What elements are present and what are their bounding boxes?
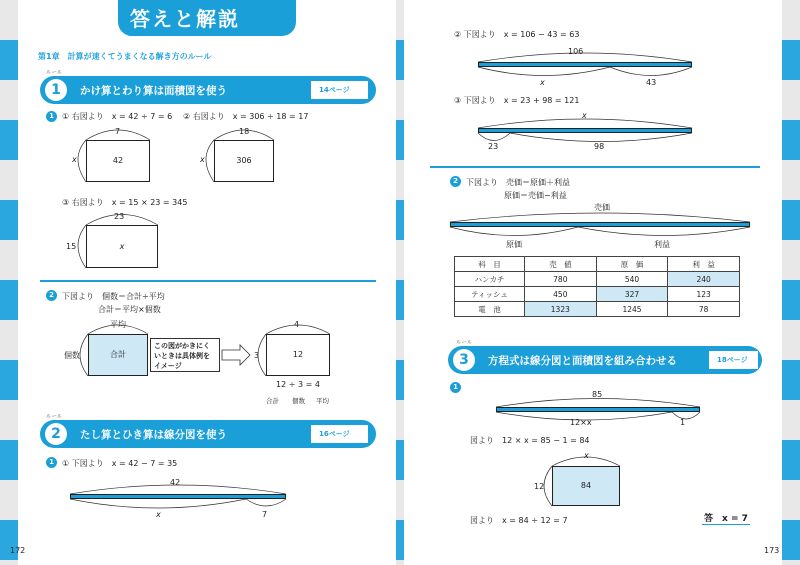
section-header-2 bbox=[40, 420, 376, 448]
page-title: 答えと解説 bbox=[130, 7, 240, 31]
table-cell: 1323 bbox=[525, 302, 597, 317]
dim-label: 43 bbox=[646, 78, 657, 87]
dim-label: 利益 bbox=[654, 240, 670, 249]
table-cell: 450 bbox=[525, 287, 597, 302]
section-number: 2 bbox=[45, 423, 67, 445]
divider bbox=[430, 166, 760, 168]
table-header-row bbox=[455, 257, 740, 272]
dim-label: 98 bbox=[594, 142, 605, 151]
left-page bbox=[10, 0, 396, 565]
answer-text: ② 下図より x = 106 − 43 = 63 bbox=[454, 30, 580, 39]
formula-line: 下図より 個数＝合計÷平均 bbox=[62, 292, 165, 301]
section-title: たし算とひき算は線分図を使う bbox=[80, 429, 227, 441]
formula-line: 原価＝売価−利益 bbox=[504, 191, 567, 200]
note-line: この図がかきにく bbox=[154, 342, 210, 350]
right-page bbox=[404, 0, 782, 565]
table-cell: 240 bbox=[668, 272, 740, 287]
table-cell: 1245 bbox=[596, 302, 668, 317]
area-value: 42 bbox=[112, 156, 124, 165]
table-cell: 電 池 bbox=[455, 302, 525, 317]
table-cell: 780 bbox=[525, 272, 597, 287]
answer-text: ① 右図より x = 42 ÷ 7 = 6 bbox=[62, 112, 173, 121]
dim-label: 12×x bbox=[570, 418, 592, 427]
dim-label: 85 bbox=[592, 390, 603, 399]
section-number: 1 bbox=[45, 79, 67, 101]
table-row bbox=[455, 272, 740, 287]
question-number: 2 bbox=[46, 290, 57, 301]
question-number: 1 bbox=[450, 382, 461, 393]
formula-label: 合計 bbox=[266, 397, 279, 405]
dim-label: x bbox=[156, 510, 161, 519]
table-cell: ハンカチ bbox=[455, 272, 525, 287]
rule-label: ルール bbox=[46, 70, 63, 76]
table-cell: ティッシュ bbox=[455, 287, 525, 302]
line-segment bbox=[496, 407, 700, 412]
area-value: 306 bbox=[236, 156, 252, 165]
formula-line: 下図より 売価＝原価＋利益 bbox=[466, 178, 570, 187]
formula-line: 図より 12 × x = 85 − 1 = 84 bbox=[470, 436, 590, 445]
table-row bbox=[455, 287, 740, 302]
chapter-heading: 第1章 計算が速くてうまくなる解き方のルール bbox=[38, 52, 212, 61]
formula-label: 平均 bbox=[316, 397, 329, 405]
table-cell: 78 bbox=[668, 302, 740, 317]
section-number: 3 bbox=[453, 349, 475, 371]
page-reference: 16ページ bbox=[308, 425, 368, 443]
page-number-left: 172 bbox=[10, 546, 26, 555]
final-answer: 答 x = 7 bbox=[704, 514, 748, 524]
rule-label: ルール bbox=[456, 340, 473, 346]
dim-label: 7 bbox=[262, 510, 268, 519]
area-value: 12 bbox=[292, 350, 304, 359]
formula-line: 図より x = 84 ÷ 12 = 7 bbox=[470, 516, 568, 525]
dim-label: 23 bbox=[114, 212, 125, 221]
question-number: 1 bbox=[46, 457, 57, 468]
line-segment bbox=[478, 128, 692, 133]
formula: 12 ÷ 3 = 4 bbox=[276, 380, 320, 389]
page-reference: 14ページ bbox=[308, 81, 368, 99]
page-number-right: 173 bbox=[764, 546, 780, 555]
line-segment bbox=[450, 222, 750, 227]
column-header: 売 値 bbox=[525, 257, 597, 272]
area-rect bbox=[86, 225, 158, 268]
dim-label: x bbox=[540, 78, 545, 87]
dim-label: x bbox=[200, 155, 205, 164]
area-rect bbox=[88, 334, 148, 376]
table-cell: 123 bbox=[668, 287, 740, 302]
dim-label: 個数 bbox=[64, 351, 80, 360]
dim-label: 18 bbox=[239, 127, 250, 136]
divider bbox=[40, 280, 376, 282]
dim-label: x bbox=[582, 111, 587, 120]
question-number: 1 bbox=[46, 111, 57, 122]
dim-label: 原価 bbox=[506, 240, 522, 249]
dim-label: 1 bbox=[680, 418, 686, 427]
section-header-1 bbox=[40, 76, 376, 104]
note-line: イメージ bbox=[154, 362, 182, 370]
dim-label: 3 bbox=[254, 351, 260, 360]
area-value: 合計 bbox=[110, 350, 126, 359]
table-cell: 327 bbox=[596, 287, 668, 302]
dim-label: 12 bbox=[534, 482, 545, 491]
column-header: 原 価 bbox=[596, 257, 668, 272]
note-box bbox=[150, 338, 220, 372]
area-rect bbox=[214, 140, 274, 182]
dim-label: 売価 bbox=[594, 203, 610, 212]
section-header-3 bbox=[448, 346, 762, 374]
dim-label: 106 bbox=[568, 47, 584, 56]
line-segment bbox=[478, 62, 692, 67]
area-value: 84 bbox=[580, 481, 592, 490]
dim-label: 7 bbox=[115, 127, 121, 136]
area-value: x bbox=[119, 242, 125, 251]
formula-label: 個数 bbox=[292, 397, 305, 405]
dim-label: x bbox=[584, 451, 589, 460]
answer-text: ② 右図より x = 306 ÷ 18 = 17 bbox=[183, 112, 309, 121]
area-rect bbox=[266, 334, 330, 376]
question-number: 2 bbox=[450, 176, 461, 187]
answer-text: ③ 下図より x = 23 + 98 = 121 bbox=[454, 96, 580, 105]
answer-text: ① 下図より x = 42 − 7 = 35 bbox=[62, 459, 178, 468]
section-title: 方程式は線分図と面積図を組み合わせる bbox=[488, 355, 677, 367]
dim-label: 平均 bbox=[110, 320, 126, 329]
area-rect bbox=[86, 140, 150, 182]
answer-text: ③ 右図より x = 15 × 23 = 345 bbox=[62, 198, 188, 207]
table-cell: 540 bbox=[596, 272, 668, 287]
formula-line: 合計＝平均×個数 bbox=[98, 305, 161, 314]
note-line: いときは具体例を bbox=[154, 352, 210, 360]
dim-label: x bbox=[72, 155, 77, 164]
price-table bbox=[454, 256, 740, 317]
section-title: かけ算とわり算は面積図を使う bbox=[80, 85, 227, 97]
dim-label: 15 bbox=[66, 242, 77, 251]
area-rect bbox=[552, 466, 620, 506]
table-row bbox=[455, 302, 740, 317]
line-segment bbox=[70, 494, 286, 499]
dim-label: 42 bbox=[170, 478, 181, 487]
column-header: 利 益 bbox=[668, 257, 740, 272]
dim-label: 4 bbox=[294, 320, 300, 329]
rule-label: ルール bbox=[46, 414, 63, 420]
column-header: 科 目 bbox=[455, 257, 525, 272]
dim-label: 23 bbox=[488, 142, 499, 151]
page-reference: 18ページ bbox=[706, 351, 758, 369]
